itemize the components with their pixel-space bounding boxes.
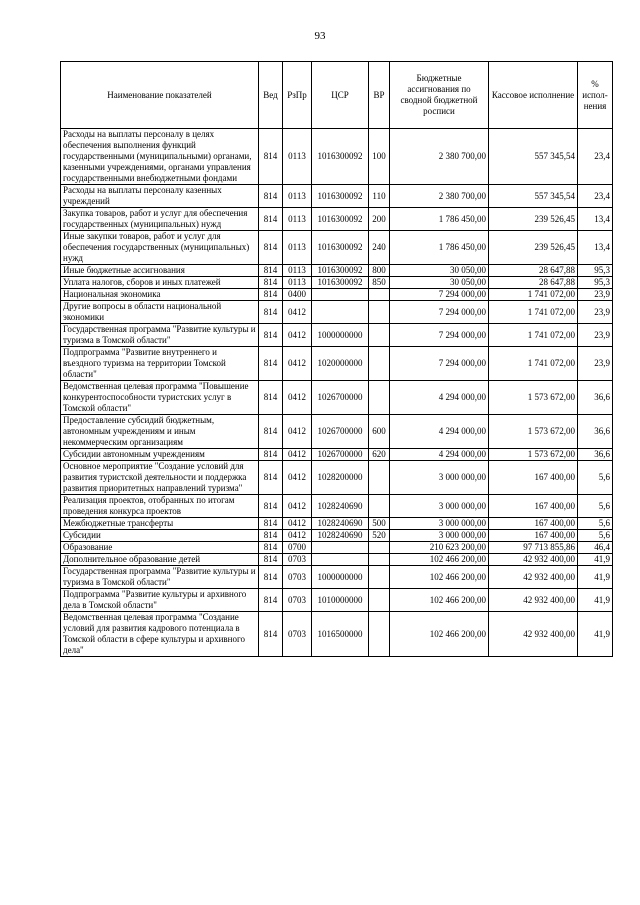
cell-pct: 36,6 [578, 449, 613, 461]
cell-name: Уплата налогов, сборов и иных платежей [61, 277, 259, 289]
cell-ved: 814 [259, 381, 283, 415]
cell-plan: 102 466 200,00 [390, 566, 489, 589]
cell-vr [369, 461, 390, 495]
cell-vr [369, 495, 390, 518]
cell-ved: 814 [259, 495, 283, 518]
table-row [61, 495, 613, 518]
cell-ved: 814 [259, 129, 283, 185]
cell-csr [312, 301, 369, 324]
table-row [61, 566, 613, 589]
cell-cash: 42 932 400,00 [489, 554, 578, 566]
cell-vr [369, 542, 390, 554]
cell-cash: 557 345,54 [489, 185, 578, 208]
cell-cash: 28 647,88 [489, 265, 578, 277]
cell-name: Расходы на выплаты персоналу в целях обеспечения выполнения функций государственными (муниципальными) органами, казенными учреждениями, органами управления государственными внебюджетными фондами [61, 129, 259, 185]
table-row [61, 542, 613, 554]
cell-rzpr: 0412 [283, 518, 312, 530]
cell-pct: 36,6 [578, 381, 613, 415]
cell-csr: 1028200000 [312, 461, 369, 495]
cell-ved: 814 [259, 449, 283, 461]
table-row [61, 277, 613, 289]
cell-csr [312, 554, 369, 566]
cell-vr [369, 554, 390, 566]
table-row [61, 554, 613, 566]
cell-name: Ведомственная целевая программа "Повышение конкурентоспособности туристских услуг в Томской области" [61, 381, 259, 415]
cell-cash: 167 400,00 [489, 530, 578, 542]
cell-name: Субсидии автономным учреждениям [61, 449, 259, 461]
table-row [61, 530, 613, 542]
cell-plan: 4 294 000,00 [390, 381, 489, 415]
cell-pct: 95,3 [578, 277, 613, 289]
cell-cash: 557 345,54 [489, 129, 578, 185]
cell-plan: 102 466 200,00 [390, 612, 489, 657]
cell-rzpr: 0412 [283, 381, 312, 415]
cell-rzpr: 0703 [283, 566, 312, 589]
cell-plan: 102 466 200,00 [390, 554, 489, 566]
table-row [61, 129, 613, 185]
cell-ved: 814 [259, 554, 283, 566]
header-csr: ЦСР [312, 62, 369, 129]
cell-cash: 28 647,88 [489, 277, 578, 289]
cell-csr: 1026700000 [312, 381, 369, 415]
cell-csr: 1000000000 [312, 566, 369, 589]
table-row [61, 589, 613, 612]
cell-plan: 102 466 200,00 [390, 589, 489, 612]
cell-name: Закупка товаров, работ и услуг для обеспечения государственных (муниципальных) нужд [61, 208, 259, 231]
cell-plan: 3 000 000,00 [390, 495, 489, 518]
cell-cash: 239 526,45 [489, 231, 578, 265]
cell-vr: 800 [369, 265, 390, 277]
cell-plan: 2 380 700,00 [390, 129, 489, 185]
cell-rzpr: 0412 [283, 415, 312, 449]
cell-vr: 240 [369, 231, 390, 265]
table-row [61, 185, 613, 208]
cell-vr [369, 566, 390, 589]
cell-name: Расходы на выплаты персоналу казенных учреждений [61, 185, 259, 208]
cell-pct: 5,6 [578, 461, 613, 495]
cell-plan: 4 294 000,00 [390, 415, 489, 449]
header-ved: Вед [259, 62, 283, 129]
cell-ved: 814 [259, 518, 283, 530]
cell-ved: 814 [259, 289, 283, 301]
cell-csr: 1016300092 [312, 208, 369, 231]
cell-ved: 814 [259, 347, 283, 381]
cell-name: Основное мероприятие "Создание условий для развития туристской деятельности и поддержка развития приоритетных направлений туризма" [61, 461, 259, 495]
cell-rzpr: 0700 [283, 542, 312, 554]
cell-vr: 520 [369, 530, 390, 542]
cell-pct: 23,4 [578, 185, 613, 208]
cell-plan: 30 050,00 [390, 277, 489, 289]
cell-csr [312, 289, 369, 301]
cell-rzpr: 0113 [283, 208, 312, 231]
table-row [61, 347, 613, 381]
cell-ved: 814 [259, 542, 283, 554]
cell-rzpr: 0412 [283, 530, 312, 542]
cell-ved: 814 [259, 530, 283, 542]
cell-cash: 167 400,00 [489, 495, 578, 518]
cell-plan: 3 000 000,00 [390, 461, 489, 495]
cell-rzpr: 0703 [283, 612, 312, 657]
cell-plan: 30 050,00 [390, 265, 489, 277]
cell-vr [369, 381, 390, 415]
cell-csr: 1028240690 [312, 530, 369, 542]
cell-rzpr: 0400 [283, 289, 312, 301]
table-row [61, 449, 613, 461]
cell-csr: 1016300092 [312, 129, 369, 185]
cell-name: Другие вопросы в области национальной экономики [61, 301, 259, 324]
cell-plan: 1 786 450,00 [390, 231, 489, 265]
cell-plan: 1 786 450,00 [390, 208, 489, 231]
cell-vr: 850 [369, 277, 390, 289]
header-cash: Кассовое исполнение [489, 62, 578, 129]
cell-rzpr: 0412 [283, 301, 312, 324]
cell-name: Подпрограмма "Развитие внутреннего и въездного туризма на территории Томской области" [61, 347, 259, 381]
cell-pct: 23,9 [578, 347, 613, 381]
cell-plan: 4 294 000,00 [390, 449, 489, 461]
cell-pct: 36,6 [578, 415, 613, 449]
cell-vr: 500 [369, 518, 390, 530]
table-row [61, 324, 613, 347]
cell-name: Образование [61, 542, 259, 554]
cell-ved: 814 [259, 231, 283, 265]
cell-name: Иные бюджетные ассигнования [61, 265, 259, 277]
cell-csr: 1026700000 [312, 449, 369, 461]
cell-rzpr: 0113 [283, 185, 312, 208]
cell-vr [369, 324, 390, 347]
cell-pct: 95,3 [578, 265, 613, 277]
table-row [61, 265, 613, 277]
cell-cash: 167 400,00 [489, 461, 578, 495]
cell-pct: 23,9 [578, 301, 613, 324]
cell-cash: 42 932 400,00 [489, 612, 578, 657]
cell-cash: 1 573 672,00 [489, 449, 578, 461]
header-name: Наименование показателей [61, 62, 259, 129]
cell-name: Субсидии [61, 530, 259, 542]
cell-csr: 1020000000 [312, 347, 369, 381]
cell-cash: 1 741 072,00 [489, 347, 578, 381]
table-row [61, 381, 613, 415]
cell-rzpr: 0113 [283, 277, 312, 289]
cell-vr: 620 [369, 449, 390, 461]
cell-pct: 5,6 [578, 495, 613, 518]
cell-ved: 814 [259, 324, 283, 347]
cell-pct: 46,4 [578, 542, 613, 554]
cell-ved: 814 [259, 185, 283, 208]
cell-plan: 2 380 700,00 [390, 185, 489, 208]
cell-rzpr: 0412 [283, 324, 312, 347]
cell-name: Национальная экономика [61, 289, 259, 301]
cell-csr: 1026700000 [312, 415, 369, 449]
cell-csr: 1016300092 [312, 185, 369, 208]
cell-pct: 41,9 [578, 566, 613, 589]
cell-vr [369, 612, 390, 657]
table-row [61, 289, 613, 301]
cell-pct: 41,9 [578, 612, 613, 657]
cell-pct: 41,9 [578, 554, 613, 566]
table-row [61, 208, 613, 231]
cell-plan: 7 294 000,00 [390, 301, 489, 324]
cell-pct: 5,6 [578, 518, 613, 530]
cell-cash: 42 932 400,00 [489, 589, 578, 612]
table-row [61, 301, 613, 324]
cell-plan: 3 000 000,00 [390, 530, 489, 542]
cell-csr: 1028240690 [312, 518, 369, 530]
cell-cash: 97 713 855,86 [489, 542, 578, 554]
cell-ved: 814 [259, 208, 283, 231]
budget-table [60, 61, 613, 657]
cell-cash: 1 573 672,00 [489, 381, 578, 415]
cell-cash: 1 573 672,00 [489, 415, 578, 449]
cell-cash: 167 400,00 [489, 518, 578, 530]
cell-vr [369, 347, 390, 381]
cell-cash: 1 741 072,00 [489, 324, 578, 347]
header-pct: % испол-нения [578, 62, 613, 129]
cell-pct: 5,6 [578, 530, 613, 542]
cell-name: Государственная программа "Развитие культуры и туризма в Томской области" [61, 566, 259, 589]
cell-rzpr: 0113 [283, 265, 312, 277]
cell-pct: 13,4 [578, 208, 613, 231]
cell-ved: 814 [259, 566, 283, 589]
cell-name: Иные закупки товаров, работ и услуг для обеспечения государственных (муниципальных) нужд [61, 231, 259, 265]
cell-ved: 814 [259, 301, 283, 324]
cell-pct: 41,9 [578, 589, 613, 612]
cell-vr [369, 289, 390, 301]
cell-ved: 814 [259, 265, 283, 277]
cell-rzpr: 0113 [283, 231, 312, 265]
cell-vr: 110 [369, 185, 390, 208]
cell-vr [369, 589, 390, 612]
cell-pct: 23,9 [578, 324, 613, 347]
cell-cash: 1 741 072,00 [489, 289, 578, 301]
cell-csr: 1016300092 [312, 277, 369, 289]
table-row [61, 612, 613, 657]
cell-csr: 1028240690 [312, 495, 369, 518]
cell-rzpr: 0412 [283, 461, 312, 495]
cell-plan: 7 294 000,00 [390, 347, 489, 381]
cell-csr: 1010000000 [312, 589, 369, 612]
cell-pct: 13,4 [578, 231, 613, 265]
table-body [61, 129, 613, 657]
cell-name: Ведомственная целевая программа "Создание условий для развития кадрового потенциала в Томской области в сфере культуры и архивного дела" [61, 612, 259, 657]
cell-cash: 1 741 072,00 [489, 301, 578, 324]
cell-rzpr: 0703 [283, 554, 312, 566]
cell-name: Государственная программа "Развитие культуры и туризма в Томской области" [61, 324, 259, 347]
header-rzpr: РзПр [283, 62, 312, 129]
cell-ved: 814 [259, 415, 283, 449]
table-row [61, 461, 613, 495]
cell-cash: 42 932 400,00 [489, 566, 578, 589]
table-row [61, 518, 613, 530]
cell-vr: 200 [369, 208, 390, 231]
cell-ved: 814 [259, 612, 283, 657]
cell-plan: 210 623 200,00 [390, 542, 489, 554]
cell-plan: 7 294 000,00 [390, 324, 489, 347]
table-row [61, 231, 613, 265]
cell-rzpr: 0412 [283, 449, 312, 461]
cell-pct: 23,4 [578, 129, 613, 185]
header-vr: ВР [369, 62, 390, 129]
cell-csr [312, 542, 369, 554]
cell-plan: 7 294 000,00 [390, 289, 489, 301]
cell-ved: 814 [259, 589, 283, 612]
cell-csr: 1000000000 [312, 324, 369, 347]
cell-plan: 3 000 000,00 [390, 518, 489, 530]
page-number: 93 [314, 30, 326, 42]
cell-rzpr: 0412 [283, 347, 312, 381]
cell-vr [369, 301, 390, 324]
header-plan: Бюджетные ассигнования по сводной бюджетной росписи [390, 62, 489, 129]
cell-name: Подпрограмма "Развитие культуры и архивного дела в Томской области" [61, 589, 259, 612]
cell-ved: 814 [259, 277, 283, 289]
cell-name: Реализация проектов, отобранных по итогам проведения конкурса проектов [61, 495, 259, 518]
table-header-row [61, 62, 613, 129]
cell-pct: 23,9 [578, 289, 613, 301]
cell-cash: 239 526,45 [489, 208, 578, 231]
cell-csr: 1016500000 [312, 612, 369, 657]
cell-csr: 1016300092 [312, 231, 369, 265]
cell-rzpr: 0703 [283, 589, 312, 612]
cell-name: Предоставление субсидий бюджетным, автономным учреждениям и иным некоммерческим организациям [61, 415, 259, 449]
cell-csr: 1016300092 [312, 265, 369, 277]
cell-vr: 100 [369, 129, 390, 185]
cell-rzpr: 0113 [283, 129, 312, 185]
cell-ved: 814 [259, 461, 283, 495]
cell-name: Межбюджетные трансферты [61, 518, 259, 530]
cell-rzpr: 0412 [283, 495, 312, 518]
cell-vr: 600 [369, 415, 390, 449]
cell-name: Дополнительное образование детей [61, 554, 259, 566]
table-row [61, 415, 613, 449]
